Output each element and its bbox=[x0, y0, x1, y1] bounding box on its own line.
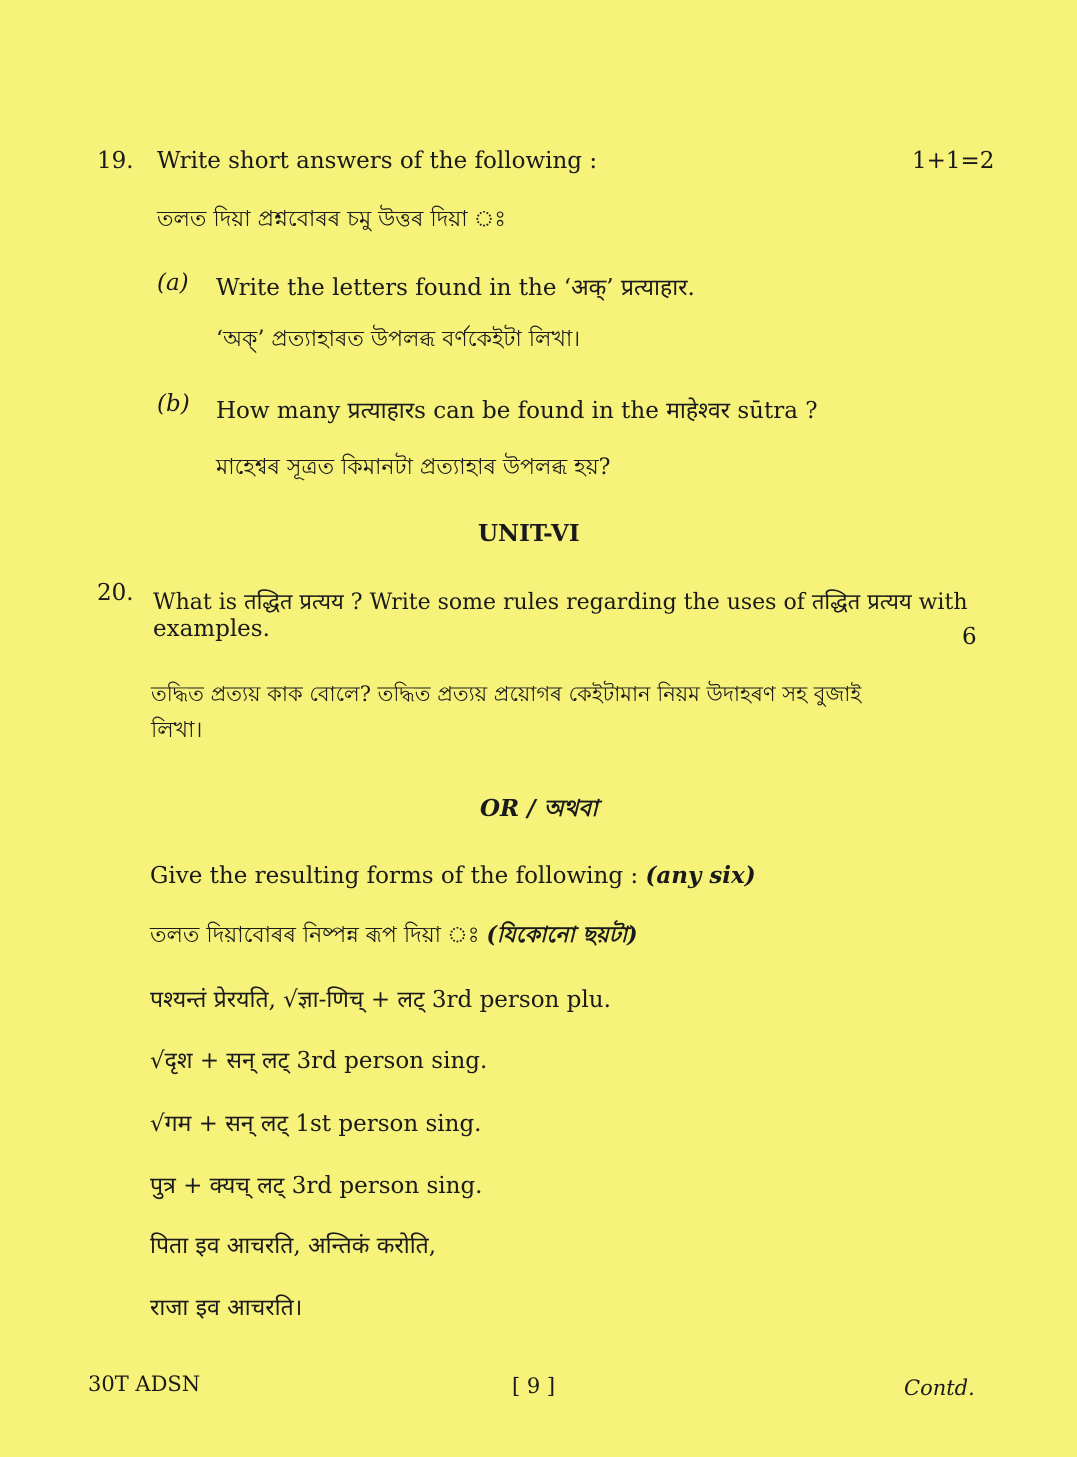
q19b-label: (b) bbox=[157, 391, 190, 417]
q19b-assamese: মাহেশ্বৰ সূত্ৰত কিমানটা প্ৰত্যাহাৰ উপলব্ধ হয়? bbox=[216, 455, 611, 480]
q20-text-line1: What is तद्धित प्रत्यय ? Write some rules regarding the uses of तद्धित प्रत्यय with bbox=[153, 590, 968, 615]
q19-text: Write short answers of the following : bbox=[157, 148, 598, 174]
q19b-text: How many प्रत्याहारs can be found in the माहेश्वर sūtra ? bbox=[216, 398, 818, 424]
q19a-text: Write the letters found in the ‘अक्’ प्रत्याहार. bbox=[216, 275, 695, 301]
q20-assamese-line1: তদ্ধিত প্ৰত্যয় কাক বোলে? তদ্ধিত প্ৰত্যয় প্ৰয়োগৰ কেইটামান নিয়ম উদাহৰণ সহ বুজাই bbox=[151, 682, 862, 706]
footer-contd: Contd. bbox=[904, 1376, 975, 1400]
q20-number: 20. bbox=[97, 580, 134, 606]
q19-assamese: তলত দিয়া প্ৰশ্নবোৰৰ চমু উত্তৰ দিয়া ঃ bbox=[157, 207, 507, 232]
q20-text-line2: examples. bbox=[153, 616, 270, 642]
q19-marks: 1+1=2 bbox=[912, 148, 995, 174]
alt-assamese bbox=[150, 918, 638, 955]
alt-item-6: राजा इव आचरति। bbox=[150, 1295, 303, 1321]
alt-assamese-emph: (যিকোনো ছয়টা) bbox=[486, 922, 638, 948]
alt-text-prefix: Give the resulting forms of the following : bbox=[150, 863, 646, 889]
alt-assamese-prefix: তলত দিয়াবোৰৰ নিষ্পন্ন ৰূপ দিয়া ঃ bbox=[150, 923, 487, 948]
alt-text bbox=[150, 862, 756, 889]
q20-assamese-line2: লিখা। bbox=[151, 718, 203, 743]
footer-page-number: [ 9 ] bbox=[512, 1374, 556, 1398]
q19-number: 19. bbox=[97, 148, 134, 174]
q19a-assamese: ‘অক্’ প্ৰত্যাহাৰত উপলব্ধ বৰ্ণকেইটা লিখা। bbox=[216, 327, 581, 352]
alt-item-5: पिता इव आचरति, अन्तिकं करोति, bbox=[150, 1233, 437, 1259]
or-label: OR / অথবা bbox=[480, 795, 598, 822]
q19a-label: (a) bbox=[157, 270, 189, 296]
footer-code: 30T ADSN bbox=[88, 1372, 201, 1396]
alt-item-1: पश्यन्तं प्रेरयति, √ज्ञा-णिच् + लट् 3rd person plu. bbox=[150, 987, 611, 1013]
alt-item-3: √गम + सन् लट् 1st person sing. bbox=[150, 1111, 482, 1137]
alt-item-4: पुत्र + क्यच् लट् 3rd person sing. bbox=[150, 1173, 483, 1199]
q20-marks: 6 bbox=[962, 624, 977, 650]
alt-text-emph: (any six) bbox=[645, 862, 756, 889]
alt-item-2: √दृश + सन् लट् 3rd person sing. bbox=[150, 1048, 488, 1074]
unit-heading: UNIT-VI bbox=[478, 520, 580, 547]
